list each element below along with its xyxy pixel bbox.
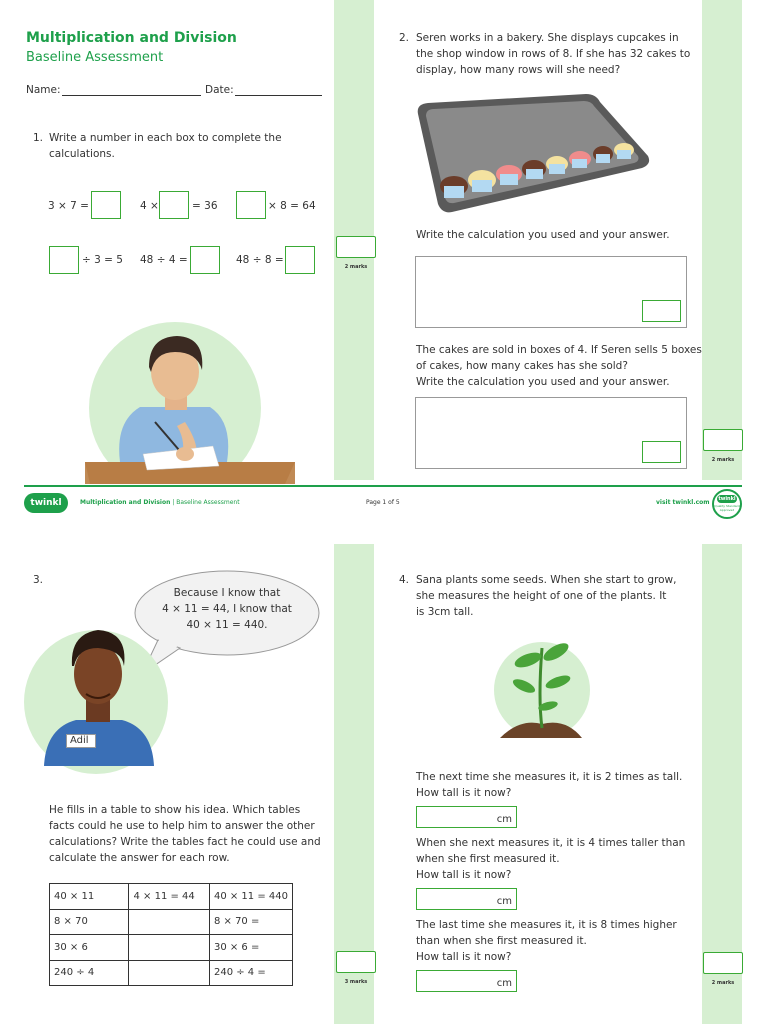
footer-title-bold: Multiplication and Division [80,499,171,506]
q4-answer-box-1[interactable] [416,806,517,828]
right-margin-strip [702,0,742,480]
q2-text-line2: the shop window in rows of 8. If she has 32 cakes to [416,48,691,60]
q4-p3-line1: The last time she measures it, it is 8 times higher [416,919,677,931]
name-field[interactable] [62,95,201,96]
q4-text-line1: Sana plants some seeds. When she start to grow, [416,574,677,586]
q1-marks-box[interactable] [336,236,376,258]
page-2 [0,540,768,1024]
q2-part2-line1: The cakes are sold in boxes of 4. If Seren sells 5 boxes [416,344,702,356]
q1-answer-box-5[interactable] [190,246,220,274]
q3-text-line3: calculations? Write the tables fact he could use and [49,836,321,848]
date-label: Date: [205,84,234,96]
q1-eq4-right: ÷ 3 = 5 [82,254,123,266]
speech-line1: Because I know that [173,587,281,599]
q1-eq2-right: = 36 [192,200,218,212]
footer-title-rest: | Baseline Assessment [170,499,240,506]
q1-number: 1. [33,132,44,144]
table-cell-input[interactable] [129,935,209,961]
q1-eq2-left: 4 × [140,200,159,212]
q2-part2-line3: Write the calculation you used and your answer. [416,376,670,388]
q3-marks-label: 3 marks [344,979,368,985]
footer-doc-title [80,499,240,506]
q1-answer-box-2[interactable] [159,191,189,219]
table-cell[interactable]: 8 × 70 = [209,909,292,935]
q3-marks-box[interactable] [336,951,376,973]
q4-p2-line3: How tall is it now? [416,869,512,881]
unit-label: cm [496,896,512,907]
page-title: Multiplication and Division [26,30,237,46]
table-cell-input[interactable] [129,960,209,986]
q1-text-line2: calculations. [49,148,115,160]
q2-marks-box[interactable] [703,429,743,451]
q2-text-line3: display, how many rows will she need? [416,64,621,76]
q3-facts-table [49,883,293,986]
q4-p2-line2: when she first measured it. [416,853,560,865]
table-cell: 8 × 70 [50,909,129,935]
quality-badge-top: twinkl [718,496,736,502]
q1-answer-box-6[interactable] [285,246,315,274]
q1-answer-box-3[interactable] [236,191,266,219]
q2-answer-box-2[interactable] [642,441,681,463]
name-label: Name: [26,84,61,96]
table-row [50,960,293,986]
q4-p3-line2: than when she first measured it. [416,935,587,947]
q2-prompt1: Write the calculation you used and your answer. [416,229,670,241]
q4-number: 4. [399,574,410,586]
q4-text-line2: she measures the height of one of the plants. It [416,590,667,602]
date-field[interactable] [235,95,322,96]
footer-visit-link[interactable]: visit twinkl.com [656,499,710,506]
unit-label: cm [496,814,512,825]
q4-p3-line3: How tall is it now? [416,951,512,963]
q1-eq6-left: 48 ÷ 8 = [236,254,284,266]
table-row [50,909,293,935]
speech-line3: 40 × 11 = 440. [186,619,268,631]
q1-eq3-right: × 8 = 64 [268,200,316,212]
q1-eq1-left: 3 × 7 = [48,200,89,212]
table-cell: 30 × 6 [50,935,129,961]
seedling-illustration [490,638,590,748]
q1-marks-label: 2 marks [344,264,368,270]
table-row [50,935,293,961]
q3-number: 3. [33,574,44,586]
q3-text-line4: calculate the answer for each row. [49,852,230,864]
table-cell: 4 × 11 = 44 [129,884,209,910]
table-cell: 240 ÷ 4 [50,960,129,986]
quality-badge [712,489,742,519]
cupcake-tray-illustration [414,92,652,216]
unit-label: cm [496,978,512,989]
q4-marks-label: 2 marks [711,980,735,986]
q4-p1-line2: How tall is it now? [416,787,512,799]
page-subtitle: Baseline Assessment [26,50,164,65]
q4-text-line3: is 3cm tall. [416,606,474,618]
q2-number: 2. [399,32,410,44]
q4-p2-line1: When she next measures it, it is 4 times taller than [416,837,686,849]
table-row [50,884,293,910]
table-cell-input[interactable] [129,909,209,935]
quality-badge-bottom: Quality Standard Approved [714,504,740,512]
q4-p1-line1: The next time she measures it, it is 2 times as tall. [416,771,683,783]
q2-text-line1: Seren works in a bakery. She displays cupcakes in [416,32,679,44]
q2-answer-box-1[interactable] [642,300,681,322]
twinkl-logo[interactable]: twinkl [24,493,68,513]
q3-text-line1: He fills in a table to show his idea. Which tables [49,804,301,816]
q2-part2-line2: of cakes, how many cakes has she sold? [416,360,628,372]
q1-text-line1: Write a number in each box to complete the [49,132,282,144]
footer-page-number: Page 1 of 5 [366,499,400,506]
q1-answer-box-1[interactable] [91,191,121,219]
footer-rule [24,485,742,487]
q4-answer-box-3[interactable] [416,970,517,992]
adil-name-tag: Adil [66,734,96,748]
q2-marks-label: 2 marks [711,457,735,463]
table-cell: 40 × 11 = 440 [209,884,292,910]
table-cell[interactable]: 30 × 6 = [209,935,292,961]
q1-eq5-left: 48 ÷ 4 = [140,254,188,266]
boy-writing-illustration [85,322,295,484]
table-cell[interactable]: 240 ÷ 4 = [209,960,292,986]
speech-line2: 4 × 11 = 44, I know that [162,603,292,615]
q1-answer-box-4[interactable] [49,246,79,274]
adil-illustration [24,616,174,786]
q3-text-line2: facts could he use to help him to answer the other [49,820,315,832]
table-cell: 40 × 11 [50,884,129,910]
q4-marks-box[interactable] [703,952,743,974]
q4-answer-box-2[interactable] [416,888,517,910]
